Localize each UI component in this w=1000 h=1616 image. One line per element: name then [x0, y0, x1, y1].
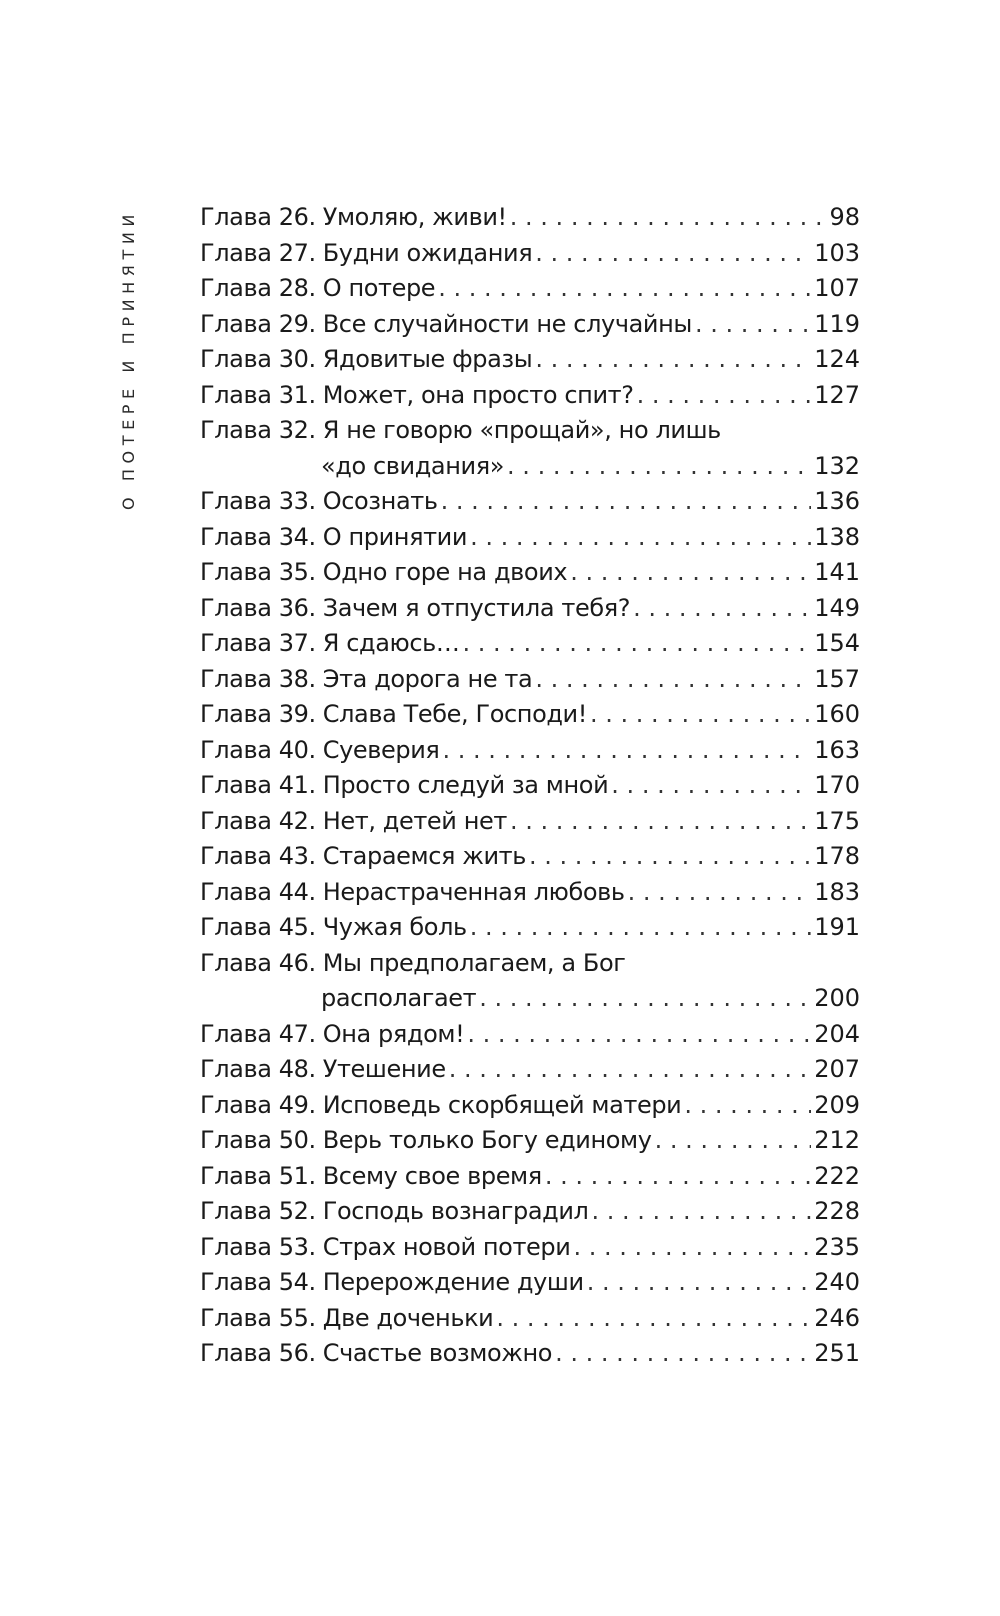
toc-line — [200, 1088, 860, 1124]
running-head: О ПОТЕРЕ И ПРИНЯТИИ — [119, 209, 138, 510]
dot-leader — [496, 1301, 811, 1337]
chapter-title: Все случайности не случайны — [322, 309, 692, 338]
page-number: 246 — [814, 1303, 860, 1332]
dot-leader — [591, 1194, 811, 1230]
toc-line — [200, 520, 860, 556]
chapter-number: Глава 52. — [200, 1197, 316, 1225]
page-number: 222 — [814, 1161, 860, 1190]
chapter-number: Глава 43. — [200, 842, 316, 870]
chapter-title: Исповедь скорбящей матери — [322, 1090, 682, 1119]
page-number: 154 — [814, 629, 860, 657]
toc-entry — [200, 1017, 860, 1053]
chapter-number: Глава 51. — [200, 1161, 316, 1190]
page-number: 183 — [814, 877, 860, 906]
toc-entry — [200, 662, 860, 698]
dot-leader — [587, 1265, 812, 1301]
page-number: 98 — [829, 203, 860, 231]
toc-entry — [200, 1265, 860, 1301]
chapter-number: Глава 47. — [200, 1019, 316, 1048]
toc-line — [200, 662, 860, 698]
dot-leader — [684, 1088, 811, 1124]
toc-line-continued — [200, 981, 860, 1017]
page-number: 136 — [814, 487, 860, 515]
toc-entry — [200, 875, 860, 911]
dot-leader — [535, 662, 811, 698]
chapter-number: Глава 55. — [200, 1303, 316, 1332]
page-number: 204 — [814, 1019, 860, 1048]
chapter-title: Умоляю, живи! — [322, 203, 507, 231]
dot-leader — [545, 1159, 811, 1195]
chapter-number: Глава 56. — [200, 1339, 316, 1367]
dot-leader — [507, 449, 811, 485]
dot-leader — [695, 307, 811, 343]
chapter-number: Глава 31. — [200, 380, 316, 409]
toc-line — [200, 1265, 860, 1301]
toc-line — [200, 1336, 860, 1372]
chapter-number: Глава 48. — [200, 1055, 316, 1083]
chapter-number: Глава 49. — [200, 1090, 316, 1119]
chapter-title: Всему свое время — [322, 1161, 542, 1190]
page-number: 209 — [814, 1090, 860, 1119]
toc-line-continued — [200, 449, 860, 485]
page-number: 127 — [814, 380, 860, 409]
toc-entry — [200, 1194, 860, 1230]
toc-entry — [200, 768, 860, 804]
toc-line — [200, 839, 860, 875]
toc-line — [200, 1017, 860, 1053]
chapter-title: Мы предполагаем, а Бог — [322, 948, 626, 977]
chapter-title: Две доченьки — [322, 1303, 494, 1332]
page-number: 191 — [814, 913, 860, 941]
page-number: 124 — [814, 345, 860, 373]
dot-leader — [570, 555, 811, 591]
chapter-title: О потере — [322, 274, 436, 302]
chapter-title: Утешение — [322, 1055, 446, 1083]
toc-entry — [200, 378, 860, 414]
toc-line — [200, 1301, 860, 1337]
dot-leader — [611, 768, 811, 804]
dot-leader — [637, 378, 812, 414]
chapter-title: Я не говорю «прощай», но лишь — [322, 416, 721, 444]
chapter-number: Глава 29. — [200, 309, 316, 338]
dot-leader — [529, 839, 811, 875]
page-number: 163 — [814, 735, 860, 764]
toc-line — [200, 271, 860, 307]
chapter-title: Стараемся жить — [322, 842, 526, 870]
toc-entry — [200, 1301, 860, 1337]
page-number: 170 — [814, 771, 860, 799]
dot-leader — [462, 626, 811, 662]
toc-line — [200, 768, 860, 804]
chapter-title: Чужая боль — [322, 913, 467, 941]
toc-line — [200, 875, 860, 911]
chapter-title: Ядовитые фразы — [322, 345, 533, 373]
chapter-number: Глава 38. — [200, 664, 316, 693]
toc-line — [200, 307, 860, 343]
toc-line — [200, 555, 860, 591]
page-number: 141 — [814, 558, 860, 586]
toc-entry — [200, 1088, 860, 1124]
chapter-number: Глава 41. — [200, 771, 316, 799]
chapter-number: Глава 44. — [200, 877, 316, 906]
chapter-number: Глава 50. — [200, 1126, 316, 1154]
dot-leader — [655, 1123, 812, 1159]
toc-line — [200, 342, 860, 378]
chapter-title: О принятии — [322, 522, 468, 551]
toc-entry — [200, 591, 860, 627]
toc-entry — [200, 307, 860, 343]
dot-leader — [442, 733, 811, 769]
page-number: 175 — [814, 806, 860, 835]
toc-line — [200, 378, 860, 414]
toc-line — [200, 1194, 860, 1230]
chapter-title: Эта дорога не та — [322, 664, 533, 693]
toc-entry — [200, 1052, 860, 1088]
chapter-number: Глава 26. — [200, 203, 316, 231]
chapter-number: Глава 34. — [200, 522, 316, 551]
page-number: 235 — [814, 1232, 860, 1261]
dot-leader — [479, 981, 811, 1017]
page-number: 138 — [814, 522, 860, 551]
toc-line — [200, 804, 860, 840]
chapter-title: Может, она просто спит? — [322, 380, 634, 409]
chapter-number: Глава 37. — [200, 629, 316, 657]
dot-leader — [590, 697, 811, 733]
toc-line — [200, 1230, 860, 1266]
chapter-title: Господь вознаградил — [322, 1197, 589, 1225]
chapter-number: Глава 36. — [200, 593, 316, 622]
page-number: 132 — [814, 451, 860, 480]
toc-entry — [200, 236, 860, 272]
chapter-title: Суеверия — [322, 735, 440, 764]
toc-entry — [200, 839, 860, 875]
toc-line — [200, 1052, 860, 1088]
page-number: 228 — [814, 1197, 860, 1225]
toc-entry — [200, 484, 860, 520]
toc-entry — [200, 910, 860, 946]
chapter-title: Она рядом! — [322, 1019, 465, 1048]
page-number: 119 — [814, 309, 860, 338]
toc-entry — [200, 1159, 860, 1195]
page-number: 207 — [814, 1055, 860, 1083]
table-of-contents — [200, 200, 860, 1372]
dot-leader — [467, 1017, 811, 1053]
toc-entry — [200, 555, 860, 591]
chapter-number: Глава 53. — [200, 1232, 316, 1261]
chapter-title: Нерастраченная любовь — [322, 877, 625, 906]
dot-leader — [510, 200, 827, 236]
chapter-number: Глава 28. — [200, 274, 316, 302]
toc-line — [200, 413, 860, 449]
dot-leader — [470, 520, 811, 556]
page-number: 200 — [814, 984, 860, 1012]
chapter-number: Глава 40. — [200, 735, 316, 764]
toc-entry — [200, 1123, 860, 1159]
chapter-number: Глава 45. — [200, 913, 316, 941]
chapter-number: Глава 42. — [200, 806, 316, 835]
chapter-title: Нет, детей нет — [322, 806, 507, 835]
toc-line — [200, 1159, 860, 1195]
page-number: 212 — [814, 1126, 860, 1154]
dot-leader — [449, 1052, 812, 1088]
toc-entry — [200, 520, 860, 556]
toc-line — [200, 200, 860, 236]
chapter-title: Верь только Богу единому — [322, 1126, 652, 1154]
dot-leader — [573, 1230, 811, 1266]
toc-line — [200, 626, 860, 662]
toc-entry — [200, 342, 860, 378]
toc-line — [200, 591, 860, 627]
dot-leader — [535, 236, 811, 272]
chapter-number: Глава 35. — [200, 558, 316, 586]
dot-leader — [628, 875, 812, 911]
chapter-title: Осознать — [322, 487, 438, 515]
chapter-title: Одно горе на двоих — [322, 558, 568, 586]
toc-entry — [200, 626, 860, 662]
toc-line — [200, 733, 860, 769]
page-number: 157 — [814, 664, 860, 693]
page-number: 178 — [814, 842, 860, 870]
chapter-number: Глава 32. — [200, 416, 316, 444]
toc-entry — [200, 1230, 860, 1266]
chapter-number: Глава 39. — [200, 700, 316, 728]
chapter-title: Счастье возможно — [322, 1339, 553, 1367]
chapter-number: Глава 33. — [200, 487, 316, 515]
chapter-number: Глава 54. — [200, 1268, 316, 1296]
chapter-title: Просто следуй за мной — [322, 771, 609, 799]
chapter-number: Глава 30. — [200, 345, 316, 373]
toc-line — [200, 484, 860, 520]
dot-leader — [438, 271, 811, 307]
page-number: 251 — [814, 1339, 860, 1367]
dot-leader — [555, 1336, 811, 1372]
toc-line — [200, 236, 860, 272]
chapter-title: Зачем я отпустила тебя? — [322, 593, 631, 622]
chapter-title: Будни ожидания — [322, 238, 533, 267]
toc-entry — [200, 200, 860, 236]
chapter-title: Страх новой потери — [322, 1232, 571, 1261]
page-number: 103 — [814, 238, 860, 267]
dot-leader — [535, 342, 811, 378]
toc-entry — [200, 804, 860, 840]
chapter-title: Перерождение души — [322, 1268, 584, 1296]
toc-entry — [200, 271, 860, 307]
toc-line — [200, 910, 860, 946]
chapter-title: Я сдаюсь… — [322, 629, 460, 657]
page-number: 160 — [814, 700, 860, 728]
dot-leader — [470, 910, 811, 946]
toc-entry — [200, 413, 860, 484]
toc-line — [200, 1123, 860, 1159]
toc-line — [200, 697, 860, 733]
dot-leader — [441, 484, 812, 520]
toc-entry — [200, 1336, 860, 1372]
dot-leader — [510, 804, 811, 840]
chapter-title-continued: располагает — [321, 984, 477, 1012]
chapter-title: Слава Тебе, Господи! — [322, 700, 587, 728]
toc-entry — [200, 697, 860, 733]
page-number: 149 — [814, 593, 860, 622]
chapter-number: Глава 46. — [200, 948, 316, 977]
toc-entry — [200, 946, 860, 1017]
toc-line — [200, 946, 860, 982]
page-number: 240 — [814, 1268, 860, 1296]
chapter-title-continued: «до свидания» — [321, 451, 505, 480]
page-number: 107 — [814, 274, 860, 302]
chapter-number: Глава 27. — [200, 238, 316, 267]
dot-leader — [633, 591, 811, 627]
toc-entry — [200, 733, 860, 769]
